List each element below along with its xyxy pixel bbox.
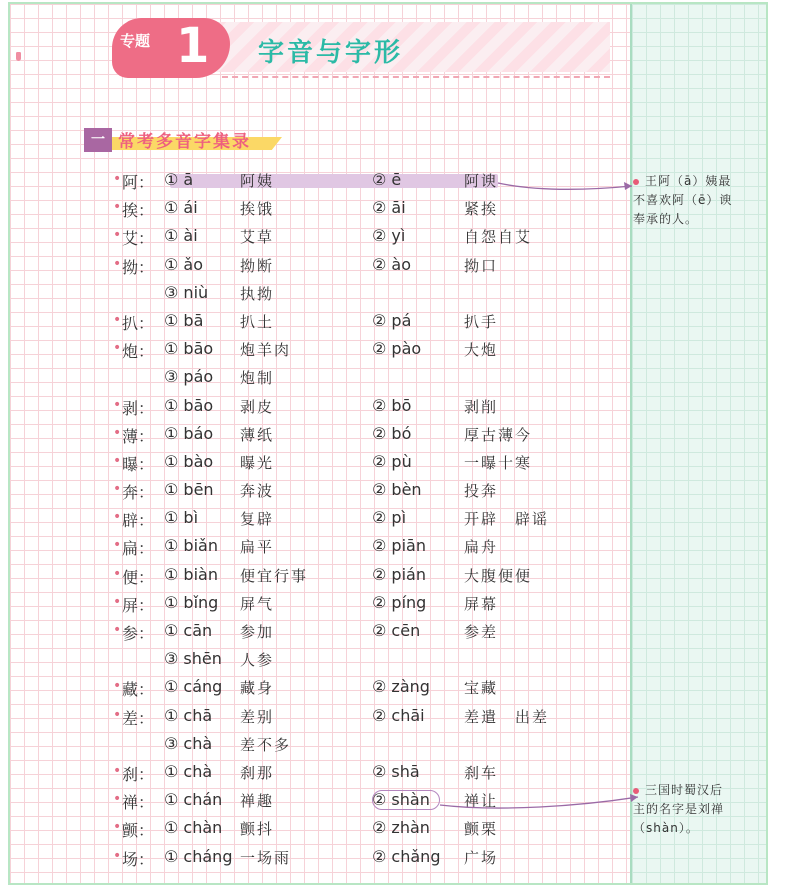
margin-note-a-text: 王阿（ā）姨最不喜欢阿（ē）谀奉承的人。 [633, 174, 733, 226]
reading-2-pinyin: ② píng [372, 592, 427, 612]
reading-2-pinyin: ② pá [372, 310, 412, 330]
polyphone-char: 屏： [122, 595, 155, 615]
reading-2-word: 自怨自艾 [464, 228, 533, 247]
reading-2-pinyin: ② cēn [372, 621, 421, 640]
row-bullet-icon: • [113, 199, 122, 216]
row-bullet-icon: • [113, 819, 122, 836]
reading-1-word: 执拗 [240, 284, 275, 303]
reading-2-pinyin: ② shàn [372, 790, 430, 810]
reading-1-word: 禅趣 [240, 792, 275, 811]
reading-1-pinyin: ① bāo [164, 395, 214, 415]
reading-1-pinyin: ① ǎo [164, 254, 204, 274]
reading-2-word: 拗口 [464, 256, 499, 275]
row-bullet-icon: • [113, 762, 122, 779]
reading-1-pinyin: ③ shēn [164, 649, 222, 669]
reading-2-word: 厚古薄今 [464, 425, 533, 444]
reading-1-word: 刹那 [240, 763, 275, 782]
reading-2-word: 剥削 [464, 397, 499, 416]
margin-note-shan-text: 三国时蜀汉后主的名字是刘禅（shàn）。 [633, 783, 725, 835]
reading-2-pinyin: ② chǎng [372, 846, 441, 866]
reading-1-pinyin: ① bào [164, 451, 214, 471]
reading-1-word: 挨饿 [240, 200, 275, 219]
arrow-to-note-shan [440, 797, 638, 808]
reading-2-word: 开辟 辟谣 [464, 510, 550, 529]
row-bullet-icon: • [113, 791, 122, 808]
row-bullet-icon: • [113, 565, 122, 582]
reading-2-word: 屏幕 [464, 594, 499, 613]
arrowhead-a [624, 182, 632, 190]
polyphone-char: 炮： [122, 342, 155, 362]
reading-1-pinyin: ① chà [164, 761, 213, 781]
section-number: 一 [84, 128, 112, 152]
row-bullet-icon: • [113, 678, 122, 695]
reading-1-word: 炮制 [240, 369, 275, 388]
polyphone-char: 曝： [122, 454, 155, 474]
page-title: 字音与字形 [258, 38, 404, 68]
reading-1-word: 曝光 [240, 453, 275, 472]
reading-1-pinyin: ① ā [164, 170, 194, 189]
polyphone-char: 拗： [122, 257, 155, 277]
row-bullet-icon: • [113, 847, 122, 864]
topic-badge-number: 1 [176, 18, 210, 74]
reading-1-word: 参加 [240, 623, 275, 641]
reading-1-word: 剥皮 [240, 397, 275, 416]
reading-1-word: 差不多 [240, 735, 292, 754]
reading-2-pinyin: ② ē [372, 170, 402, 189]
polyphone-char: 便： [122, 567, 155, 587]
reading-2-pinyin: ② pián [372, 564, 426, 584]
row-bullet-icon: • [113, 424, 122, 441]
polyphone-char: 挨： [122, 201, 155, 221]
reading-2-word: 扒手 [464, 312, 499, 331]
reading-1-word: 便宜行事 [240, 566, 309, 585]
reading-2-word: 颤栗 [464, 820, 499, 839]
row-bullet-icon: • [113, 509, 122, 526]
reading-2-pinyin: ② ào [372, 254, 412, 274]
topic-badge-label: 专题 [120, 32, 151, 50]
row-bullet-icon: • [113, 171, 122, 187]
section-title: 常考多音字集录 [118, 132, 251, 152]
polyphone-char: 剥： [122, 398, 155, 418]
polyphone-char: 禅： [122, 793, 155, 813]
reading-1-pinyin: ① cáng [164, 677, 223, 697]
row-bullet-icon: • [113, 622, 122, 638]
reading-1-pinyin: ① bì [164, 508, 199, 528]
reading-2-word: 差遣 出差 [464, 707, 550, 726]
polyphone-char: 艾： [122, 229, 155, 249]
reading-2-word: 一曝十寒 [464, 453, 533, 472]
reading-1-word: 一场雨 [240, 848, 292, 867]
row-bullet-icon: • [113, 593, 122, 610]
reading-1-word: 阿姨 [240, 172, 275, 190]
row-bullet-icon: • [113, 255, 122, 272]
arrow-to-note-a [498, 183, 632, 189]
reading-1-pinyin: ③ chà [164, 733, 213, 753]
reading-2-word: 宝藏 [464, 679, 499, 698]
row-bullet-icon: • [113, 227, 122, 244]
reading-1-word: 奔波 [240, 482, 275, 501]
reading-2-word: 大腹便便 [464, 566, 533, 585]
reading-2-word: 参差 [464, 623, 499, 641]
reading-1-word: 拗断 [240, 256, 275, 275]
row-bullet-icon: • [113, 396, 122, 413]
polyphone-char: 扁： [122, 539, 155, 559]
reading-1-pinyin: ① bēn [164, 480, 214, 500]
reading-2-word: 大炮 [464, 341, 499, 360]
polyphone-char: 辟： [122, 511, 155, 531]
reading-1-pinyin: ① cháng [164, 846, 233, 866]
row-bullet-icon: • [113, 340, 122, 357]
reading-2-pinyin: ② shā [372, 761, 420, 781]
reading-1-pinyin: ① cān [164, 621, 213, 640]
reading-2-pinyin: ② yì [372, 226, 406, 246]
reading-1-pinyin: ① ài [164, 226, 198, 246]
reading-1-word: 复辟 [240, 510, 275, 529]
reading-2-pinyin: ② zàng [372, 677, 430, 697]
reading-1-pinyin: ③ páo [164, 367, 214, 387]
reading-2-word: 刹车 [464, 763, 499, 782]
reading-1-word: 颤抖 [240, 820, 275, 839]
row-bullet-icon: • [113, 481, 122, 498]
polyphone-char: 奔： [122, 483, 155, 503]
reading-1-pinyin: ① bā [164, 310, 204, 330]
reading-2-word: 扁舟 [464, 538, 499, 557]
reading-2-word: 阿谀 [464, 172, 499, 190]
polyphone-char: 刹： [122, 764, 155, 784]
reading-2-word: 紧挨 [464, 200, 499, 219]
polyphone-char: 藏： [122, 680, 155, 700]
reading-1-pinyin: ① ái [164, 198, 198, 218]
reading-2-word: 广场 [464, 848, 499, 867]
polyphone-char: 场： [122, 849, 155, 869]
reading-1-pinyin: ① bǐng [164, 592, 219, 612]
row-bullet-icon: • [113, 537, 122, 554]
polyphone-char: 差： [122, 708, 155, 728]
reading-2-pinyin: ② bèn [372, 480, 422, 500]
reading-1-word: 差别 [240, 707, 275, 726]
reading-1-pinyin: ① biǎn [164, 536, 218, 556]
reading-2-pinyin: ② chāi [372, 705, 425, 725]
reading-1-word: 扁平 [240, 538, 275, 557]
reading-2-pinyin: ② zhàn [372, 818, 430, 838]
polyphone-char: 薄： [122, 426, 155, 446]
reading-1-word: 艾草 [240, 228, 275, 247]
row-bullet-icon: • [113, 311, 122, 328]
reading-1-pinyin: ① chā [164, 705, 213, 725]
reading-2-word: 禅让 [464, 792, 499, 811]
polyphone-char: 参： [122, 624, 155, 643]
arrowhead-shan [630, 794, 638, 802]
reading-1-word: 藏身 [240, 679, 275, 698]
reading-1-word: 屏气 [240, 594, 275, 613]
reading-1-pinyin: ① chàn [164, 818, 223, 838]
reading-2-pinyin: ② āi [372, 198, 406, 218]
reading-2-pinyin: ② pù [372, 451, 412, 471]
polyphone-char: 扒： [122, 313, 155, 333]
reading-1-pinyin: ① bāo [164, 339, 214, 359]
reading-1-pinyin: ① chán [164, 790, 223, 810]
reading-2-pinyin: ② bō [372, 395, 412, 415]
polyphone-char: 阿： [122, 173, 155, 192]
reading-1-pinyin: ① báo [164, 423, 214, 443]
row-bullet-icon: • [113, 452, 122, 469]
reading-2-pinyin: ② pào [372, 339, 422, 359]
reading-2-word: 投奔 [464, 482, 499, 501]
row-bullet-icon: • [113, 706, 122, 723]
reading-1-word: 人参 [240, 651, 275, 670]
reading-1-word: 炮羊肉 [240, 341, 292, 360]
reading-1-pinyin: ① biàn [164, 564, 218, 584]
reading-2-pinyin: ② piān [372, 536, 426, 556]
reading-1-pinyin: ③ niù [164, 282, 209, 302]
reading-2-pinyin: ② bó [372, 423, 412, 443]
polyphone-char: 颤： [122, 821, 155, 841]
reading-1-word: 薄纸 [240, 425, 275, 444]
reading-2-pinyin: ② pì [372, 508, 407, 528]
reading-1-word: 扒土 [240, 312, 275, 331]
